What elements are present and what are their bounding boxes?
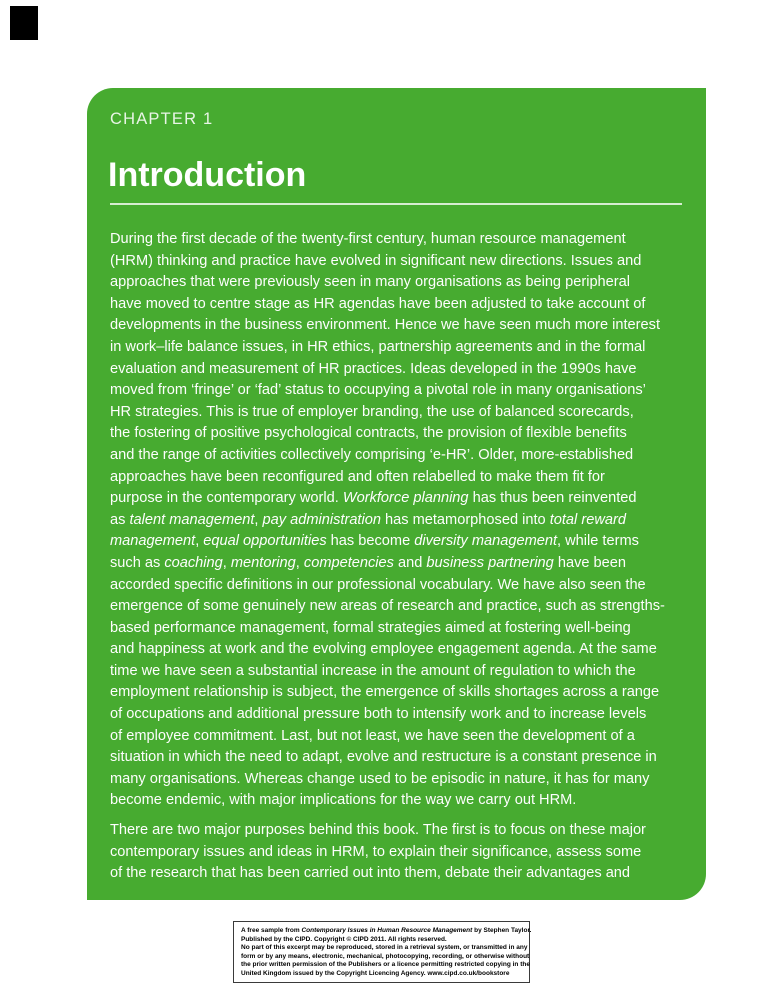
text-line: and the range of activities collectively comprising ‘e-HR’. Older, more-established: [110, 446, 634, 463]
text-line: During the first decade of the twenty-first century, human resource management: [110, 231, 626, 247]
text-line: employment relationship is subject, the emergence of skills shortages across a range: [110, 684, 660, 701]
text-line: based performance management, formal strategies aimed at fostering well-being: [110, 619, 631, 636]
text-line: become endemic, with major implications for the way we carry out HRM.: [110, 792, 577, 809]
text-line: and happiness at work and the evolving employee engagement agenda. At the same: [110, 641, 657, 658]
text-line: such as coaching, mentoring, competencies and business partnering have been: [110, 554, 627, 571]
italic-text: total reward: [549, 511, 626, 528]
text-line: contemporary issues and ideas in HRM, to explain their significance, assess some: [110, 843, 642, 860]
text-line: many organisations. Whereas change used to be episodic in nature, it has for many: [110, 770, 650, 787]
text-line: HR strategies. This is true of employer branding, the use of balanced scorecards,: [110, 403, 634, 420]
text-line: management, equal opportunities has become diversity management, while terms: [110, 533, 639, 550]
text-line: of the research that has been carried out into them, debate their advantages and: [110, 865, 631, 882]
text-line: moved from ‘fringe’ or ‘fad’ status to occupying a pivotal role in many organisations’: [110, 382, 646, 399]
italic-text: mentoring: [230, 554, 296, 571]
text-line: of occupations and additional pressure both to intensify work and to increase levels: [110, 706, 647, 723]
text-line: purpose in the contemporary world. Workforce planning has thus been reinvented: [110, 490, 637, 507]
italic-text: management: [110, 533, 196, 550]
body-text: [110, 229, 688, 885]
paragraph-2: [110, 820, 688, 885]
italic-text: business partnering: [426, 554, 554, 571]
chapter-label: CHAPTER 1: [110, 110, 214, 128]
text-line: There are two major purposes behind this book. The first is to focus on these major: [110, 822, 646, 839]
text-line: (HRM) thinking and practice have evolved in significant new directions. Issues and: [110, 252, 642, 269]
text-line: developments in the business environment. Hence we have seen much more interest: [110, 317, 660, 334]
italic-text: competencies: [303, 554, 394, 571]
text-line: have moved to centre stage as HR agendas have been adjusted to take account of: [110, 295, 646, 312]
text-line: in work–life balance issues, in HR ethics, partnership agreements and in the formal: [110, 338, 646, 355]
text-line: emergence of some genuinely new areas of research and practice, such as strengths-: [110, 598, 665, 615]
corner-mark: [10, 6, 38, 40]
text-line: United Kingdom issued by the Copyright Licencing Agency. www.cipd.co.uk/bookstore: [241, 969, 510, 977]
italic-text: pay administration: [262, 511, 381, 528]
text-line: evaluation and measurement of HR practices. Ideas developed in the 1990s have: [110, 360, 637, 377]
text-line: approaches have been reconfigured and often relabelled to make them fit for: [110, 468, 605, 485]
text-line: the prior written permission of the Publishers or a licence permitting restricted copying in the: [241, 961, 530, 969]
chapter-panel: [87, 88, 706, 900]
copyright-notice: [233, 921, 530, 983]
text-line: accorded specific definitions in our professional vocabulary. We have also seen the: [110, 576, 646, 593]
text-line: form or by any means, electronic, mechanical, photocopying, recording, or otherwise without: [241, 952, 530, 960]
text-line: time we have seen a substantial increase in the amount of regulation to which the: [110, 662, 636, 679]
text-line: the fostering of positive psychological contracts, the provision of flexible benefits: [110, 425, 627, 442]
text-line: Published by the CIPD. Copyright © CIPD 2011. All rights reserved.: [241, 935, 447, 943]
italic-text: equal opportunities: [203, 533, 327, 550]
text-line: situation in which the need to adapt, evolve and restructure is a constant presence in: [110, 749, 657, 766]
text-line: No part of this excerpt may be reproduced, stored in a retrieval system, or transmitted in any: [241, 944, 528, 952]
text-line: as talent management, pay administration has metamorphosed into total reward: [110, 511, 626, 528]
title-divider: [110, 203, 682, 205]
italic-text: diversity management: [414, 533, 558, 550]
text-line: of employee commitment. Last, but not least, we have seen the development of a: [110, 727, 635, 744]
text-line: A free sample from Contemporary Issues in Human Resource Management by Stephen Taylor.: [241, 927, 532, 934]
italic-text: Contemporary Issues in Human Resource Management: [301, 927, 473, 934]
text-line: approaches that were previously seen in many organisations as being peripheral: [110, 274, 631, 291]
paragraph-1: [110, 229, 688, 812]
italic-text: coaching: [164, 554, 223, 571]
italic-text: Workforce planning: [342, 490, 469, 507]
chapter-title: Introduction: [108, 156, 307, 194]
italic-text: talent management: [129, 511, 255, 528]
